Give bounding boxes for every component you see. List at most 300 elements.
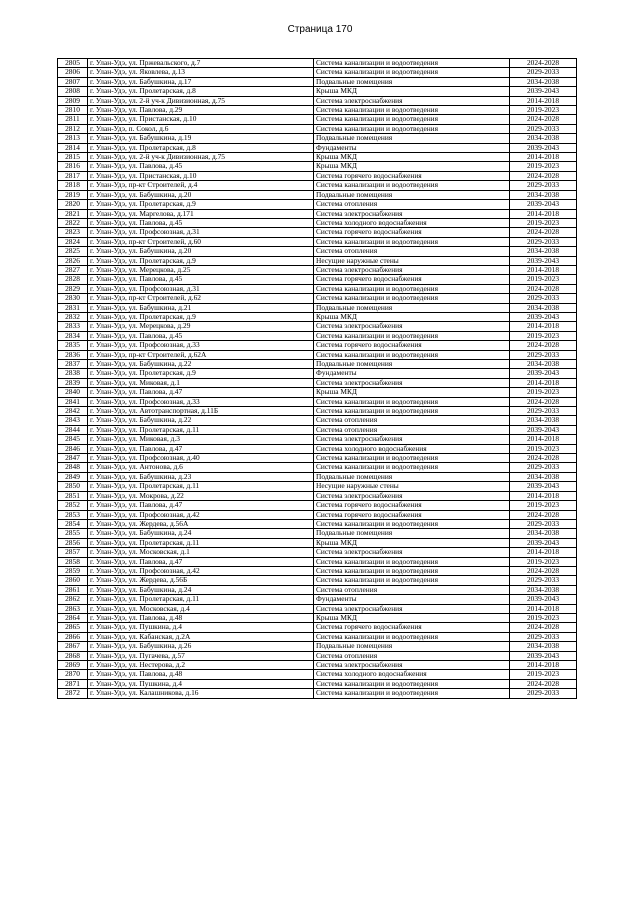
period-cell: 2014-2018 <box>510 661 577 670</box>
work-type-cell: Система электроснабжения <box>314 548 510 557</box>
period-cell: 2029-2033 <box>510 68 577 77</box>
address-cell: г. Улан-Удэ, ул. Мокрова, д.22 <box>88 491 314 500</box>
period-cell: 2039-2043 <box>510 143 577 152</box>
table-row <box>58 59 577 68</box>
work-type-cell: Система канализации и водоотведения <box>314 557 510 566</box>
period-cell: 2039-2043 <box>510 425 577 434</box>
work-type-cell: Подвальные помещения <box>314 472 510 481</box>
work-type-cell: Система электроснабжения <box>314 378 510 387</box>
table-row <box>58 679 577 688</box>
work-type-cell: Подвальные помещения <box>314 529 510 538</box>
period-cell: 2034-2038 <box>510 416 577 425</box>
table-row <box>58 576 577 585</box>
row-number-cell: 2826 <box>58 256 88 265</box>
address-cell: г. Улан-Удэ, ул. Павлова, д.45 <box>88 331 314 340</box>
period-cell: 2029-2033 <box>510 407 577 416</box>
work-type-cell: Система канализации и водоотведения <box>314 237 510 246</box>
table-row <box>58 613 577 622</box>
row-number-cell: 2843 <box>58 416 88 425</box>
period-cell: 2029-2033 <box>510 350 577 359</box>
table-row <box>58 510 577 519</box>
address-cell: г. Улан-Удэ, ул. Павлова, д.47 <box>88 557 314 566</box>
address-cell: г. Улан-Удэ, ул. Бабушкина, д.24 <box>88 529 314 538</box>
table-row <box>58 237 577 246</box>
address-cell: г. Улан-Удэ, ул. Пролетарская, д.8 <box>88 143 314 152</box>
table-row <box>58 595 577 604</box>
address-cell: г. Улан-Удэ, ул. Пушкина, д.4 <box>88 679 314 688</box>
table-row <box>58 181 577 190</box>
period-cell: 2034-2038 <box>510 360 577 369</box>
period-cell: 2019-2023 <box>510 162 577 171</box>
address-cell: г. Улан-Удэ, ул. Кабанская, д.2А <box>88 632 314 641</box>
work-type-cell: Система канализации и водоотведения <box>314 68 510 77</box>
period-cell: 2024-2028 <box>510 59 577 68</box>
work-type-cell: Система канализации и водоотведения <box>314 519 510 528</box>
row-number-cell: 2854 <box>58 519 88 528</box>
address-cell: г. Улан-Удэ, ул. Миковая, д.1 <box>88 378 314 387</box>
registry-table-body <box>58 59 577 699</box>
period-cell: 2014-2018 <box>510 265 577 274</box>
period-cell: 2029-2033 <box>510 576 577 585</box>
row-number-cell: 2817 <box>58 171 88 180</box>
work-type-cell: Система канализации и водоотведения <box>314 397 510 406</box>
row-number-cell: 2868 <box>58 651 88 660</box>
row-number-cell: 2856 <box>58 538 88 547</box>
row-number-cell: 2819 <box>58 190 88 199</box>
row-number-cell: 2862 <box>58 595 88 604</box>
work-type-cell: Система электроснабжения <box>314 435 510 444</box>
period-cell: 2039-2043 <box>510 312 577 321</box>
table-row <box>58 77 577 86</box>
row-number-cell: 2846 <box>58 444 88 453</box>
table-row <box>58 247 577 256</box>
table-row <box>58 87 577 96</box>
period-cell: 2029-2033 <box>510 181 577 190</box>
table-row <box>58 350 577 359</box>
work-type-cell: Система канализации и водоотведения <box>314 350 510 359</box>
table-row <box>58 425 577 434</box>
address-cell: г. Улан-Удэ, ул. Бабушкина, д.19 <box>88 134 314 143</box>
work-type-cell: Крыша МКД <box>314 87 510 96</box>
address-cell: г. Улан-Удэ, ул. Пушкина, д.4 <box>88 623 314 632</box>
work-type-cell: Система канализации и водоотведения <box>314 576 510 585</box>
work-type-cell: Система горячего водоснабжения <box>314 228 510 237</box>
row-number-cell: 2852 <box>58 501 88 510</box>
address-cell: г. Улан-Удэ, пр-кт Строителей, д.4 <box>88 181 314 190</box>
work-type-cell: Система канализации и водоотведения <box>314 679 510 688</box>
address-cell: г. Улан-Удэ, ул. Павлова, д.48 <box>88 613 314 622</box>
table-row <box>58 642 577 651</box>
period-cell: 2019-2023 <box>510 275 577 284</box>
address-cell: г. Улан-Удэ, ул. Профсоюзная, д.40 <box>88 454 314 463</box>
period-cell: 2014-2018 <box>510 322 577 331</box>
period-cell: 2024-2028 <box>510 397 577 406</box>
address-cell: г. Улан-Удэ, ул. Бабушкина, д.24 <box>88 585 314 594</box>
row-number-cell: 2825 <box>58 247 88 256</box>
period-cell: 2019-2023 <box>510 106 577 115</box>
row-number-cell: 2813 <box>58 134 88 143</box>
row-number-cell: 2823 <box>58 228 88 237</box>
row-number-cell: 2848 <box>58 463 88 472</box>
table-row <box>58 472 577 481</box>
table-row <box>58 651 577 660</box>
work-type-cell: Система электроснабжения <box>314 491 510 500</box>
period-cell: 2034-2038 <box>510 585 577 594</box>
row-number-cell: 2855 <box>58 529 88 538</box>
row-number-cell: 2814 <box>58 143 88 152</box>
period-cell: 2014-2018 <box>510 153 577 162</box>
address-cell: г. Улан-Удэ, ул. 2-й уч-к Дивизионная, д.75 <box>88 96 314 105</box>
period-cell: 2024-2028 <box>510 228 577 237</box>
work-type-cell: Крыша МКД <box>314 312 510 321</box>
table-row <box>58 322 577 331</box>
period-cell: 2034-2038 <box>510 642 577 651</box>
period-cell: 2029-2033 <box>510 294 577 303</box>
row-number-cell: 2858 <box>58 557 88 566</box>
table-row <box>58 200 577 209</box>
address-cell: г. Улан-Удэ, ул. Пристанская, д.10 <box>88 115 314 124</box>
address-cell: г. Улан-Удэ, пр-кт Строителей, д.62 <box>88 294 314 303</box>
period-cell: 2034-2038 <box>510 472 577 481</box>
row-number-cell: 2830 <box>58 294 88 303</box>
row-number-cell: 2872 <box>58 689 88 698</box>
address-cell: г. Улан-Удэ, ул. Мерецкова, д.25 <box>88 265 314 274</box>
work-type-cell: Подвальные помещения <box>314 303 510 312</box>
row-number-cell: 2866 <box>58 632 88 641</box>
work-type-cell: Система электроснабжения <box>314 96 510 105</box>
address-cell: г. Улан-Удэ, ул. Пролетарская, д.11 <box>88 482 314 491</box>
work-type-cell: Система отопления <box>314 247 510 256</box>
address-cell: г. Улан-Удэ, ул. Автотранспортная, д.11Б <box>88 407 314 416</box>
address-cell: г. Улан-Удэ, ул. Пролетарская, д.11 <box>88 425 314 434</box>
table-row <box>58 632 577 641</box>
row-number-cell: 2857 <box>58 548 88 557</box>
table-row <box>58 68 577 77</box>
row-number-cell: 2827 <box>58 265 88 274</box>
period-cell: 2019-2023 <box>510 444 577 453</box>
work-type-cell: Фундаменты <box>314 143 510 152</box>
work-type-cell: Система холодного водоснабжения <box>314 444 510 453</box>
row-number-cell: 2828 <box>58 275 88 284</box>
row-number-cell: 2838 <box>58 369 88 378</box>
address-cell: г. Улан-Удэ, ул. Профсоюзная, д.33 <box>88 341 314 350</box>
address-cell: г. Улан-Удэ, ул. Пристанская, д.10 <box>88 171 314 180</box>
address-cell: г. Улан-Удэ, ул. Павлова, д.45 <box>88 275 314 284</box>
period-cell: 2039-2043 <box>510 651 577 660</box>
row-number-cell: 2805 <box>58 59 88 68</box>
row-number-cell: 2808 <box>58 87 88 96</box>
period-cell: 2019-2023 <box>510 557 577 566</box>
address-cell: г. Улан-Удэ, ул. Пржевальского, д.7 <box>88 59 314 68</box>
row-number-cell: 2809 <box>58 96 88 105</box>
row-number-cell: 2829 <box>58 284 88 293</box>
work-type-cell: Система канализации и водоотведения <box>314 115 510 124</box>
period-cell: 2014-2018 <box>510 96 577 105</box>
row-number-cell: 2806 <box>58 68 88 77</box>
table-row <box>58 294 577 303</box>
period-cell: 2014-2018 <box>510 548 577 557</box>
address-cell: г. Улан-Удэ, ул. Калашникова, д.16 <box>88 689 314 698</box>
row-number-cell: 2816 <box>58 162 88 171</box>
address-cell: г. Улан-Удэ, ул. Профсоюзная, д.42 <box>88 566 314 575</box>
address-cell: г. Улан-Удэ, ул. Московская, д.4 <box>88 604 314 613</box>
row-number-cell: 2837 <box>58 360 88 369</box>
address-cell: г. Улан-Удэ, ул. Профсоюзная, д.42 <box>88 510 314 519</box>
address-cell: г. Улан-Удэ, ул. Пролетарская, д.11 <box>88 595 314 604</box>
address-cell: г. Улан-Удэ, ул. Павлова, д.48 <box>88 670 314 679</box>
period-cell: 2024-2028 <box>510 115 577 124</box>
work-type-cell: Система канализации и водоотведения <box>314 106 510 115</box>
work-type-cell: Система канализации и водоотведения <box>314 124 510 133</box>
table-row <box>58 491 577 500</box>
period-cell: 2024-2028 <box>510 171 577 180</box>
row-number-cell: 2863 <box>58 604 88 613</box>
work-type-cell: Система холодного водоснабжения <box>314 670 510 679</box>
period-cell: 2034-2038 <box>510 190 577 199</box>
period-cell: 2029-2033 <box>510 632 577 641</box>
table-row <box>58 397 577 406</box>
period-cell: 2019-2023 <box>510 218 577 227</box>
table-row <box>58 312 577 321</box>
table-row <box>58 378 577 387</box>
work-type-cell: Система горячего водоснабжения <box>314 623 510 632</box>
address-cell: г. Улан-Удэ, ул. Бабушкина, д.20 <box>88 190 314 199</box>
table-row <box>58 134 577 143</box>
address-cell: г. Улан-Удэ, ул. Миковая, д.3 <box>88 435 314 444</box>
work-type-cell: Подвальные помещения <box>314 642 510 651</box>
table-row <box>58 566 577 575</box>
table-row <box>58 256 577 265</box>
work-type-cell: Система горячего водоснабжения <box>314 275 510 284</box>
table-row <box>58 171 577 180</box>
table-row <box>58 670 577 679</box>
period-cell: 2034-2038 <box>510 77 577 86</box>
period-cell: 2029-2033 <box>510 124 577 133</box>
table-row <box>58 661 577 670</box>
table-row <box>58 265 577 274</box>
address-cell: г. Улан-Удэ, ул. Антонова, д.6 <box>88 463 314 472</box>
address-cell: г. Улан-Удэ, ул. Пролетарская, д.9 <box>88 200 314 209</box>
work-type-cell: Система канализации и водоотведения <box>314 407 510 416</box>
address-cell: г. Улан-Удэ, ул. 2-й уч-к Дивизионная, д.75 <box>88 153 314 162</box>
work-type-cell: Система электроснабжения <box>314 661 510 670</box>
address-cell: г. Улан-Удэ, ул. Маргелова, д.171 <box>88 209 314 218</box>
table-row <box>58 303 577 312</box>
row-number-cell: 2842 <box>58 407 88 416</box>
period-cell: 2014-2018 <box>510 435 577 444</box>
work-type-cell: Система холодного водоснабжения <box>314 218 510 227</box>
work-type-cell: Система электроснабжения <box>314 209 510 218</box>
period-cell: 2024-2028 <box>510 510 577 519</box>
row-number-cell: 2811 <box>58 115 88 124</box>
address-cell: г. Улан-Удэ, ул. Профсоюзная, д.31 <box>88 228 314 237</box>
work-type-cell: Система канализации и водоотведения <box>314 566 510 575</box>
work-type-cell: Система канализации и водоотведения <box>314 463 510 472</box>
table-row <box>58 407 577 416</box>
row-number-cell: 2812 <box>58 124 88 133</box>
row-number-cell: 2836 <box>58 350 88 359</box>
address-cell: г. Улан-Удэ, пр-кт Строителей, д.60 <box>88 237 314 246</box>
work-type-cell: Система канализации и водоотведения <box>314 689 510 698</box>
address-cell: г. Улан-Удэ, ул. Бабушкина, д.17 <box>88 77 314 86</box>
address-cell: г. Улан-Удэ, ул. Пугачева, д.57 <box>88 651 314 660</box>
work-type-cell: Крыша МКД <box>314 162 510 171</box>
period-cell: 2034-2038 <box>510 529 577 538</box>
row-number-cell: 2807 <box>58 77 88 86</box>
row-number-cell: 2867 <box>58 642 88 651</box>
address-cell: г. Улан-Удэ, ул. Павлова, д.47 <box>88 388 314 397</box>
table-row <box>58 623 577 632</box>
work-type-cell: Система отопления <box>314 425 510 434</box>
address-cell: г. Улан-Удэ, пр-кт Строителей, д.62А <box>88 350 314 359</box>
work-type-cell: Подвальные помещения <box>314 190 510 199</box>
table-row <box>58 162 577 171</box>
row-number-cell: 2859 <box>58 566 88 575</box>
work-type-cell: Несущие наружные стены <box>314 482 510 491</box>
table-row <box>58 124 577 133</box>
work-type-cell: Система электроснабжения <box>314 604 510 613</box>
row-number-cell: 2839 <box>58 378 88 387</box>
row-number-cell: 2869 <box>58 661 88 670</box>
period-cell: 2024-2028 <box>510 623 577 632</box>
work-type-cell: Фундаменты <box>314 595 510 604</box>
row-number-cell: 2824 <box>58 237 88 246</box>
work-type-cell: Система канализации и водоотведения <box>314 331 510 340</box>
period-cell: 2034-2038 <box>510 303 577 312</box>
work-type-cell: Система отопления <box>314 585 510 594</box>
work-type-cell: Крыша МКД <box>314 388 510 397</box>
table-row <box>58 604 577 613</box>
address-cell: г. Улан-Удэ, ул. Профсоюзная, д.33 <box>88 397 314 406</box>
row-number-cell: 2847 <box>58 454 88 463</box>
row-number-cell: 2849 <box>58 472 88 481</box>
table-row <box>58 153 577 162</box>
page-title: Страница 170 <box>287 24 353 35</box>
work-type-cell: Система электроснабжения <box>314 322 510 331</box>
row-number-cell: 2833 <box>58 322 88 331</box>
work-type-cell: Система горячего водоснабжения <box>314 510 510 519</box>
row-number-cell: 2822 <box>58 218 88 227</box>
work-type-cell: Система канализации и водоотведения <box>314 181 510 190</box>
address-cell: г. Улан-Удэ, ул. Бабушкина, д.20 <box>88 247 314 256</box>
period-cell: 2024-2028 <box>510 341 577 350</box>
work-type-cell: Система горячего водоснабжения <box>314 501 510 510</box>
work-type-cell: Система канализации и водоотведения <box>314 284 510 293</box>
table-row <box>58 360 577 369</box>
table-row <box>58 190 577 199</box>
table-row <box>58 209 577 218</box>
work-type-cell: Крыша МКД <box>314 153 510 162</box>
address-cell: г. Улан-Удэ, ул. Пролетарская, д.9 <box>88 369 314 378</box>
table-row <box>58 369 577 378</box>
row-number-cell: 2835 <box>58 341 88 350</box>
table-row <box>58 689 577 698</box>
table-row <box>58 284 577 293</box>
address-cell: г. Улан-Удэ, ул. Бабушкина, д.22 <box>88 360 314 369</box>
work-type-cell: Система отопления <box>314 416 510 425</box>
period-cell: 2019-2023 <box>510 388 577 397</box>
table-row <box>58 548 577 557</box>
table-row <box>58 463 577 472</box>
period-cell: 2039-2043 <box>510 256 577 265</box>
table-row <box>58 482 577 491</box>
work-type-cell: Система канализации и водоотведения <box>314 454 510 463</box>
row-number-cell: 2840 <box>58 388 88 397</box>
work-type-cell: Фундаменты <box>314 369 510 378</box>
address-cell: г. Улан-Удэ, ул. Бабушкина, д.21 <box>88 303 314 312</box>
registry-table <box>57 58 577 699</box>
row-number-cell: 2845 <box>58 435 88 444</box>
period-cell: 2024-2028 <box>510 679 577 688</box>
row-number-cell: 2832 <box>58 312 88 321</box>
period-cell: 2019-2023 <box>510 501 577 510</box>
table-row <box>58 106 577 115</box>
row-number-cell: 2815 <box>58 153 88 162</box>
row-number-cell: 2820 <box>58 200 88 209</box>
address-cell: г. Улан-Удэ, ул. Яковлева, д.13 <box>88 68 314 77</box>
table-row <box>58 143 577 152</box>
period-cell: 2039-2043 <box>510 200 577 209</box>
period-cell: 2019-2023 <box>510 670 577 679</box>
address-cell: г. Улан-Удэ, ул. Бабушкина, д.22 <box>88 416 314 425</box>
row-number-cell: 2834 <box>58 331 88 340</box>
address-cell: г. Улан-Удэ, ул. Мерецкова, д.29 <box>88 322 314 331</box>
work-type-cell: Несущие наружные стены <box>314 256 510 265</box>
row-number-cell: 2821 <box>58 209 88 218</box>
table-row <box>58 557 577 566</box>
period-cell: 2019-2023 <box>510 331 577 340</box>
row-number-cell: 2871 <box>58 679 88 688</box>
address-cell: г. Улан-Удэ, ул. Бабушкина, д.23 <box>88 472 314 481</box>
table-row <box>58 96 577 105</box>
row-number-cell: 2861 <box>58 585 88 594</box>
period-cell: 2034-2038 <box>510 247 577 256</box>
table-row <box>58 435 577 444</box>
period-cell: 2014-2018 <box>510 604 577 613</box>
address-cell: г. Улан-Удэ, ул. Жердева, д.56Б <box>88 576 314 585</box>
address-cell: г. Улан-Удэ, ул. Павлова, д.29 <box>88 106 314 115</box>
work-type-cell: Крыша МКД <box>314 538 510 547</box>
work-type-cell: Подвальные помещения <box>314 360 510 369</box>
table-row <box>58 275 577 284</box>
row-number-cell: 2841 <box>58 397 88 406</box>
work-type-cell: Подвальные помещения <box>314 77 510 86</box>
table-row <box>58 341 577 350</box>
period-cell: 2039-2043 <box>510 369 577 378</box>
work-type-cell: Подвальные помещения <box>314 134 510 143</box>
address-cell: г. Улан-Удэ, ул. Профсоюзная, д.31 <box>88 284 314 293</box>
work-type-cell: Система горячего водоснабжения <box>314 341 510 350</box>
table-row <box>58 388 577 397</box>
address-cell: г. Улан-Удэ, ул. Бабушкина, д.26 <box>88 642 314 651</box>
row-number-cell: 2860 <box>58 576 88 585</box>
period-cell: 2039-2043 <box>510 482 577 491</box>
table-row <box>58 519 577 528</box>
period-cell: 2029-2033 <box>510 237 577 246</box>
address-cell: г. Улан-Удэ, ул. Нестерова, д.2 <box>88 661 314 670</box>
table-row <box>58 444 577 453</box>
work-type-cell: Система электроснабжения <box>314 265 510 274</box>
table-row <box>58 331 577 340</box>
row-number-cell: 2864 <box>58 613 88 622</box>
row-number-cell: 2831 <box>58 303 88 312</box>
period-cell: 2024-2028 <box>510 454 577 463</box>
table-row <box>58 228 577 237</box>
table-row <box>58 529 577 538</box>
address-cell: г. Улан-Удэ, ул. Павлова, д.45 <box>88 218 314 227</box>
period-cell: 2039-2043 <box>510 538 577 547</box>
work-type-cell: Система канализации и водоотведения <box>314 59 510 68</box>
